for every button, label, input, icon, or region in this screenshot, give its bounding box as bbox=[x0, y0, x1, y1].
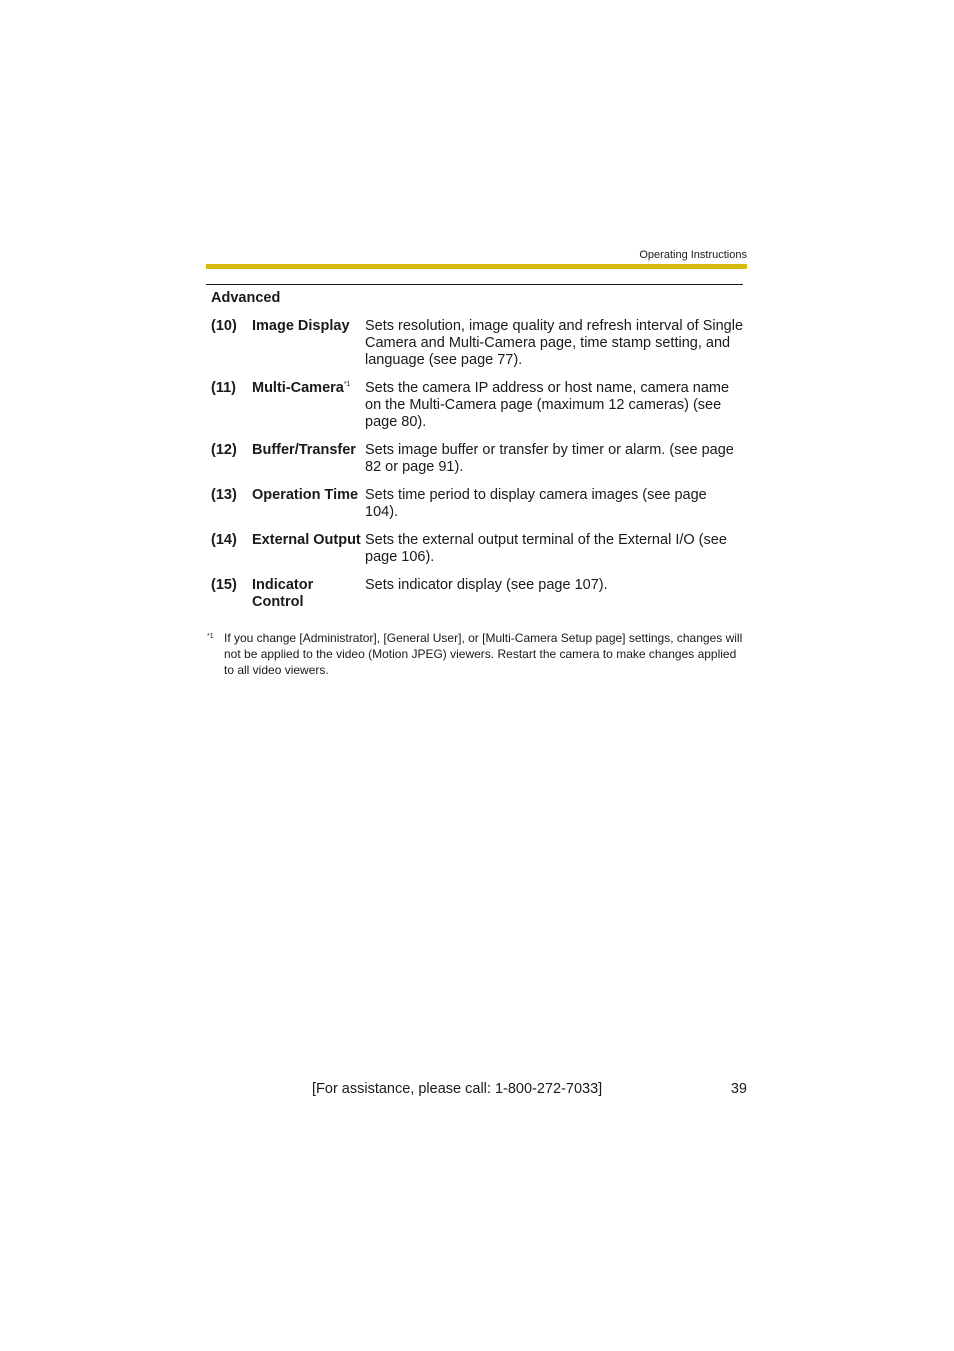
list-item bbox=[211, 442, 743, 476]
list-item bbox=[211, 487, 743, 521]
settings-list bbox=[211, 318, 743, 622]
item-description: Sets resolution, image quality and refresh interval of Single Camera and Multi-Camera page, time stamp setting, and language (see page 77). bbox=[365, 318, 744, 368]
item-name-text: Image Display bbox=[252, 318, 350, 334]
page-number: 39 bbox=[730, 1081, 747, 1097]
assistance-line: [For assistance, please call: 1-800-272-7033] bbox=[312, 1081, 603, 1097]
item-description: Sets the external output terminal of the External I/O (see page 106). bbox=[365, 532, 727, 565]
item-number: (11) bbox=[211, 380, 236, 396]
item-number: (15) bbox=[211, 577, 237, 593]
list-item bbox=[211, 577, 743, 611]
item-number: (12) bbox=[211, 442, 237, 458]
item-number: (10) bbox=[211, 318, 237, 334]
item-name bbox=[252, 487, 365, 504]
item-name bbox=[252, 380, 365, 397]
item-number: (13) bbox=[211, 487, 237, 503]
item-name-text: Buffer/Transfer bbox=[252, 442, 356, 458]
list-item bbox=[211, 532, 743, 566]
list-item bbox=[211, 380, 743, 431]
item-description: Sets indicator display (see page 107). bbox=[365, 577, 608, 593]
section-title: Advanced bbox=[211, 290, 281, 306]
item-name-text: External Output bbox=[252, 532, 361, 548]
item-name bbox=[252, 442, 365, 459]
footnote-text: If you change [Administrator], [General User], or [Multi-Camera Setup page] settings, changes will not be applied to the video (Motion JPEG) viewers. Restart the camera to make changes applied to all video viewers. bbox=[224, 631, 743, 677]
item-name-text: Operation Time bbox=[252, 487, 359, 503]
item-name bbox=[252, 532, 365, 549]
footnote bbox=[207, 630, 747, 678]
item-description: Sets image buffer or transfer by timer or alarm. (see page 82 or page 91). bbox=[365, 442, 734, 475]
item-description: Sets time period to display camera images (see page 104). bbox=[365, 487, 707, 520]
item-description: Sets the camera IP address or host name, camera name on the Multi-Camera page (maximum 12 cameras) (see page 80). bbox=[365, 380, 730, 430]
running-header: Operating Instructions bbox=[639, 249, 747, 261]
list-item bbox=[211, 318, 743, 369]
item-name bbox=[252, 318, 365, 335]
item-name-text: Multi-Camera bbox=[252, 380, 344, 396]
footnote-mark: *1 bbox=[207, 633, 214, 640]
header-accent-bar bbox=[206, 264, 747, 269]
footnote-reference: *1 bbox=[343, 381, 351, 388]
item-name bbox=[252, 577, 365, 611]
item-name-text: Indicator Control bbox=[252, 577, 314, 610]
section-divider bbox=[206, 284, 743, 285]
item-number: (14) bbox=[211, 532, 237, 548]
